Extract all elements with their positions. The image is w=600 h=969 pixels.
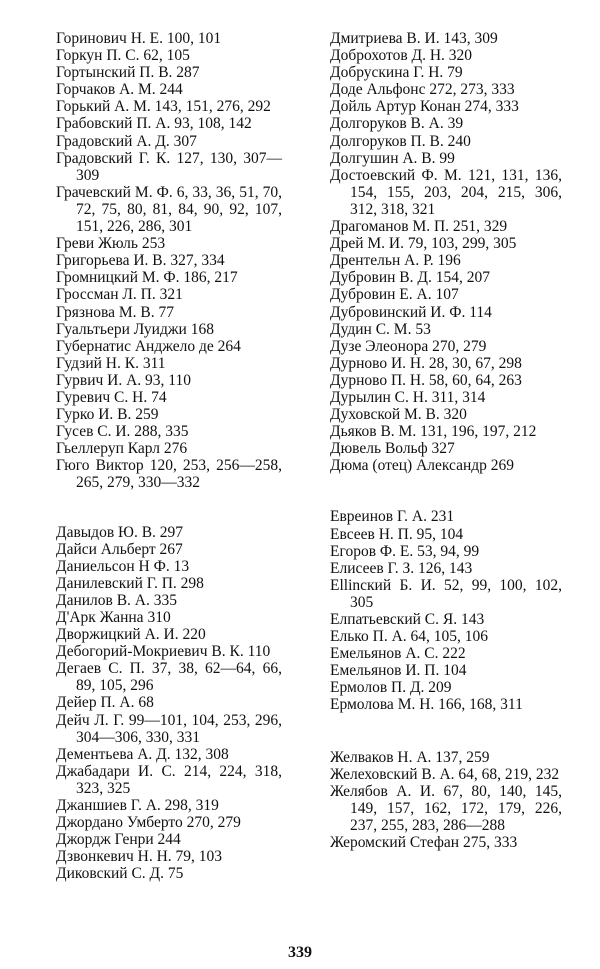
index-group-zh <box>330 749 562 852</box>
index-entry: Гьеллеруп Карл 276 <box>56 440 188 458</box>
index-entry: Горчаков А. М. 244 <box>56 81 183 99</box>
index-entry: Даниельсон Н Ф. 13 <box>56 557 190 575</box>
index-entry: Дурново П. Н. 58, 60, 64, 263 <box>330 371 522 389</box>
index-entry: Дузе Элеонора 270, 279 <box>330 337 487 355</box>
index-entry: Елисеев Г. З. 126, 143 <box>330 559 473 577</box>
index-entry: Евреинов Г. А. 231 <box>330 508 455 526</box>
index-entry: Григорьева И. В. 327, 334 <box>56 252 225 270</box>
index-entry: Дюма (отец) Александр 269 <box>330 457 515 475</box>
index-entry: Гроссман Л. П. 321 <box>56 286 183 304</box>
index-entry: Грязнова М. В. 77 <box>56 303 175 321</box>
index-entry: Духовской М. В. 320 <box>330 406 467 424</box>
index-entry: Дубровин Е. А. 107 <box>330 286 459 304</box>
index-entry: Гюго Виктор 120, 253, 256—258, 265, 279, 330—332 <box>56 457 282 492</box>
index-entry: Данилов В. А. 335 <box>56 591 178 609</box>
index-entry: Греви Жюль 253 <box>56 235 166 253</box>
index-entry: Давыдов Ю. В. 297 <box>56 523 184 541</box>
index-entry: Ермолова М. Н. 166, 168, 311 <box>330 696 523 714</box>
index-entry: Дурылин С. Н. 311, 314 <box>330 388 486 406</box>
index-entry: Дювель Вольф 327 <box>330 440 455 458</box>
index-entry: Емельянов А. С. 222 <box>330 645 466 663</box>
index-entry: Желеховский В. А. 64, 68, 219, 232 <box>330 765 560 783</box>
index-group-d-continued <box>330 30 562 474</box>
index-entry: Достоевский Ф. М. 121, 131, 136, 154, 155, 203, 204, 215, 306, 312, 318, 321 <box>330 166 562 218</box>
index-entry: Дойль Артур Конан 274, 333 <box>330 98 519 116</box>
index-entry: Дейер П. А. 68 <box>56 694 154 712</box>
index-entry: Джордж Генри 244 <box>56 831 181 849</box>
index-entry: Гуальтьери Луиджи 168 <box>56 320 214 338</box>
index-entry: Дурново И. Н. 28, 30, 67, 298 <box>330 354 522 372</box>
index-entry: Елпатьевский С. Я. 143 <box>330 611 485 628</box>
index-entry: Градовский А. Д. 307 <box>56 132 197 150</box>
index-entry: Джордано Умберто 270, 279 <box>56 814 241 832</box>
index-entry: Горкун П. С. 62, 105 <box>56 47 190 65</box>
index-entry: Дебогорий-Мокриевич В. К. 110 <box>56 643 271 661</box>
index-entry: Джабадари И. С. 214, 224, 318, 323, 325 <box>56 762 282 797</box>
index-entry: Гортынский П. В. 287 <box>56 64 200 82</box>
index-entry: Долгоруков В. А. 39 <box>330 115 464 133</box>
index-entry: Желваков Н. А. 137, 259 <box>330 748 490 766</box>
index-entry: Гудзий Н. К. 311 <box>56 354 166 372</box>
index-entry: Емельянов И. П. 104 <box>330 662 467 680</box>
index-entry: Громницкий М. Ф. 186, 217 <box>56 269 238 287</box>
index-entry: Егоров Ф. Е. 53, 94, 99 <box>330 542 480 560</box>
index-entry: Долгушин А. В. 99 <box>330 149 455 167</box>
index-entry: Дрей М. И. 79, 103, 299, 305 <box>330 235 517 253</box>
index-entry: Дворжицкий А. И. 220 <box>56 626 206 644</box>
index-entry: Грабовский П. А. 93, 108, 142 <box>56 115 252 133</box>
index-entry: Евсеев Н. П. 95, 104 <box>330 525 464 543</box>
index-entry: Гурвич И. А. 93, 110 <box>56 371 191 389</box>
index-column-left <box>56 30 282 883</box>
index-entry: Горинович Н. Е. 100, 101 <box>56 30 222 47</box>
index-entry: Дудин С. М. 53 <box>330 320 431 338</box>
index-entry: Желябов А. И. 67, 80, 140, 145, 149, 157, 162, 172, 179, 226, 237, 255, 283, 286—288 <box>330 782 562 834</box>
index-entry: Гусев С. И. 288, 335 <box>56 423 189 441</box>
letter-group-spacer <box>56 492 282 524</box>
index-entry: Добрускина Г. Н. 79 <box>330 64 463 82</box>
index-entry: Дрентельн А. Р. 196 <box>330 252 461 270</box>
letter-group-spacer <box>330 714 562 749</box>
page-number: 339 <box>288 944 312 961</box>
index-entry: Доброхотов Д. Н. 320 <box>330 47 473 65</box>
index-column-right <box>330 30 562 851</box>
index-entry: Ермолов П. Д. 209 <box>330 679 452 697</box>
index-entry: Елько П. А. 64, 105, 106 <box>330 628 489 646</box>
index-entry: Долгоруков П. В. 240 <box>330 132 471 150</box>
index-entry: Жеромский Стефан 275, 333 <box>330 834 518 852</box>
letter-group-spacer <box>330 474 562 508</box>
index-entry: Ellinский Б. И. 52, 99, 100, 102, 305 <box>330 576 562 611</box>
index-entry: Градовский Г. К. 127, 130, 307—309 <box>56 149 282 184</box>
index-group-g <box>56 30 282 492</box>
index-entry: Доде Альфонс 272, 273, 333 <box>330 81 515 99</box>
index-entry: Гуревич С. Н. 74 <box>56 388 167 406</box>
index-entry: Дмитриева В. И. 143, 309 <box>330 30 498 47</box>
index-entry: Драгоманов М. П. 251, 329 <box>330 218 508 236</box>
index-entry: Дайси Альберт 267 <box>56 540 183 558</box>
index-entry: Данилевский Г. П. 298 <box>56 574 204 592</box>
index-entry: Горький А. М. 143, 151, 276, 292 <box>56 98 271 116</box>
index-entry: Дьяков В. М. 131, 196, 197, 212 <box>330 423 537 441</box>
index-entry: Д'Арк Жанна 310 <box>56 609 171 626</box>
index-entry: Губернатис Анджело де 264 <box>56 337 241 355</box>
index-entry: Дементьева А. Д. 132, 308 <box>56 745 229 763</box>
index-entry: Диковский С. Д. 75 <box>56 865 184 883</box>
index-entry: Дейч Л. Г. 99—101, 104, 253, 296, 304—306, 330, 331 <box>56 711 282 746</box>
index-group-e <box>330 508 562 713</box>
index-entry: Дзвонкевич Н. Н. 79, 103 <box>56 848 223 866</box>
index-entry: Гурко И. В. 259 <box>56 406 159 424</box>
index-entry: Дубровинский И. Ф. 114 <box>330 303 492 321</box>
index-entry: Джаншиев Г. А. 298, 319 <box>56 797 219 815</box>
index-entry: Грачевский М. Ф. 6, 33, 36, 51, 70, 72, 75, 80, 81, 84, 90, 92, 107, 151, 226, 286, 301 <box>56 183 282 236</box>
index-group-d <box>56 524 282 883</box>
index-entry: Дубровин В. Д. 154, 207 <box>330 269 490 287</box>
index-entry: Дегаев С. П. 37, 38, 62—64, 66, 89, 105, 296 <box>56 660 282 695</box>
